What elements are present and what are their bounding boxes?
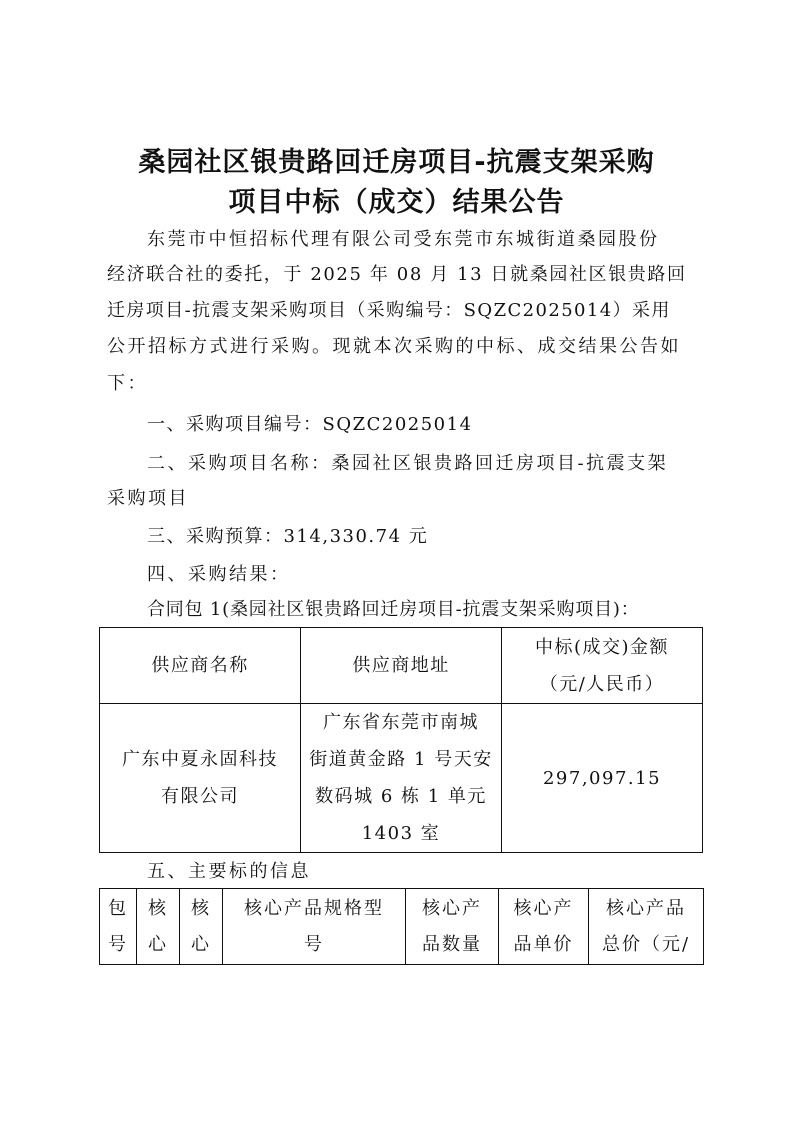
package-line: 合同包 1(桑园社区银贵路回迁房项目-抗震支架采购项目)：	[147, 599, 640, 620]
header-supplier-address: 供应商地址	[301, 628, 502, 704]
intro-paragraph-line: 经济联合社的委托，于 2025 年 08 月 13 日就桑园社区银贵路回	[107, 264, 687, 285]
document-title-line-1: 桑园社区银贵路回迁房项目-抗震支架采购	[138, 147, 655, 178]
supplier-name-cell: 广东中夏永固科技 有限公司	[100, 704, 301, 853]
project-name-line: 采购项目	[107, 488, 189, 509]
budget-line: 三、采购预算：314,330.74 元	[147, 526, 429, 547]
header-supplier-name: 供应商名称	[100, 628, 301, 704]
result-table	[99, 627, 703, 853]
intro-paragraph-line: 东莞市中恒招标代理有限公司受东莞市东城街道桑园股份	[147, 229, 660, 250]
header-core-1: 核 心	[137, 889, 180, 965]
header-amount: 中标(成交)金额 （元/人民币）	[502, 628, 703, 704]
amount-cell: 297,097.15	[502, 704, 703, 853]
table-row	[100, 704, 703, 853]
intro-paragraph-line: 下：	[107, 373, 148, 394]
intro-paragraph-line: 公开招标方式进行采购。现就本次采购的中标、成交结果公告如	[107, 336, 681, 357]
intro-paragraph-line: 迁房项目-抗震支架采购项目（采购编号：SQZC2025014）采用	[107, 300, 671, 321]
header-core-spec: 核心产品规格型 号	[223, 889, 406, 965]
header-core-quantity: 核心产 品数量	[406, 889, 499, 965]
result-heading: 四、采购结果：	[147, 564, 291, 585]
table-header-row	[100, 628, 703, 704]
subject-info-table	[99, 888, 704, 965]
project-name-line: 二、采购项目名称：桑园社区银贵路回迁房项目-抗震支架	[147, 453, 669, 474]
header-package-number: 包 号	[100, 889, 137, 965]
document-title-line-2: 项目中标（成交）结果公告	[228, 187, 565, 218]
header-core-total-price: 核心产品 总价（元/	[589, 889, 704, 965]
project-number-line: 一、采购项目编号：SQZC2025014	[147, 414, 473, 435]
header-core-2: 核 心	[180, 889, 223, 965]
header-core-unit-price: 核心产 品单价	[499, 889, 589, 965]
supplier-address-cell: 广东省东莞市南城 街道黄金路 1 号天安 数码城 6 栋 1 单元 1403 室	[301, 704, 502, 853]
subject-info-heading: 五、主要标的信息	[147, 861, 311, 882]
table-header-row	[100, 889, 704, 965]
